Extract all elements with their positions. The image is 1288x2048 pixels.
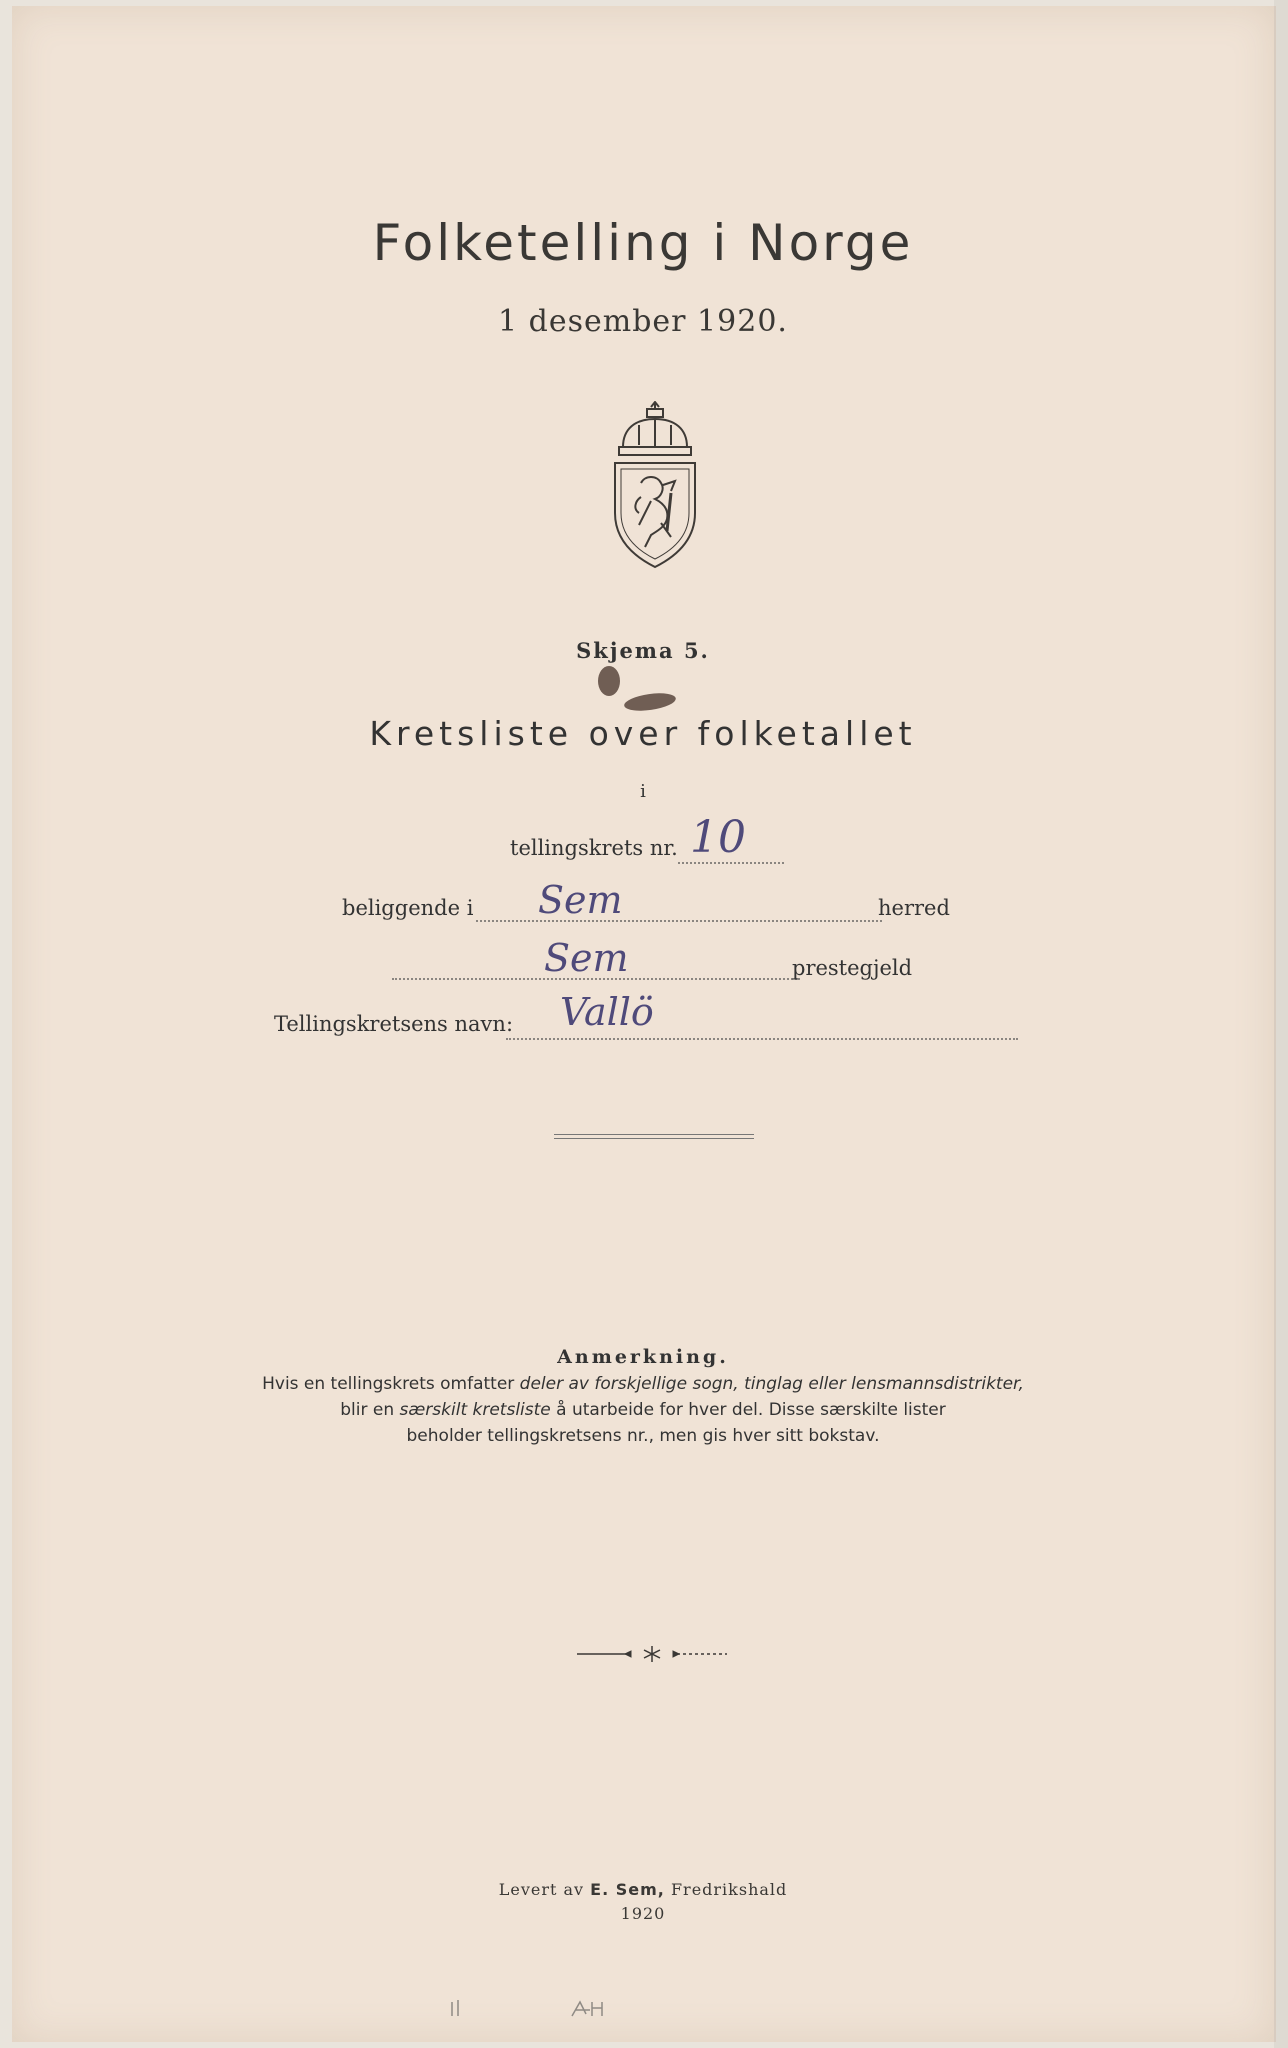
- printer-line: [12, 1880, 1274, 1899]
- schema-number: Skjema 5.: [576, 638, 710, 663]
- krets-name-label: Tellingskretsens navn:: [274, 1012, 514, 1036]
- printer-prefix: Levert av: [498, 1880, 591, 1899]
- note-title: Anmerkning.: [557, 1346, 729, 1368]
- krets-number-label: tellingskrets nr.: [510, 836, 678, 860]
- krets-name-value: Vallö: [560, 990, 654, 1034]
- note-line-2-emphasis: særskilt kretsliste: [399, 1400, 551, 1420]
- note-line-2: [12, 1400, 1274, 1420]
- printer-year: 1920: [620, 1904, 666, 1923]
- beliggende-value: Sem: [538, 878, 623, 922]
- beliggende-label: beliggende i: [342, 896, 474, 920]
- prestegjeld-value: Sem: [544, 936, 629, 980]
- form-heading: Kretsliste over folketallet: [369, 714, 917, 753]
- ink-stain: [598, 666, 620, 696]
- pencil-mark-icon: [442, 1994, 642, 2024]
- page-edge: [1274, 0, 1288, 2048]
- krets-number-value: 10: [690, 812, 746, 863]
- divider-rule: [554, 1134, 754, 1135]
- document-title: Folketelling i Norge: [372, 214, 914, 272]
- printer-place: Fredrikshald: [664, 1880, 788, 1899]
- note-line-2-text-b: å utarbeide for hver del. Disse særskilte lister: [550, 1400, 946, 1420]
- census-form-page: [12, 6, 1274, 2042]
- star-divider-icon: [577, 1644, 727, 1664]
- note-line-1-emphasis: deler av forskjellige sogn, tinglag eller lensmannsdistrikter,: [519, 1374, 1024, 1394]
- prestegjeld-label: prestegjeld: [792, 956, 913, 980]
- krets-name-line: [506, 1038, 1018, 1040]
- note-line-2-text-a: blir en: [340, 1400, 400, 1420]
- coat-of-arms-icon: [605, 401, 701, 571]
- beliggende-line: [476, 920, 882, 922]
- divider-rule: [554, 1138, 754, 1139]
- note-line-3: beholder tellingskretsens nr., men gis hver sitt bokstav.: [406, 1426, 880, 1446]
- preposition-text: i: [640, 781, 646, 802]
- document-date: 1 desember 1920.: [498, 304, 788, 339]
- herred-label: herred: [878, 896, 950, 920]
- note-line-1: [12, 1374, 1274, 1394]
- note-line-1-text: Hvis en tellingskrets omfatter: [262, 1374, 520, 1394]
- ink-stain: [623, 690, 677, 713]
- printer-name: E. Sem,: [590, 1880, 665, 1899]
